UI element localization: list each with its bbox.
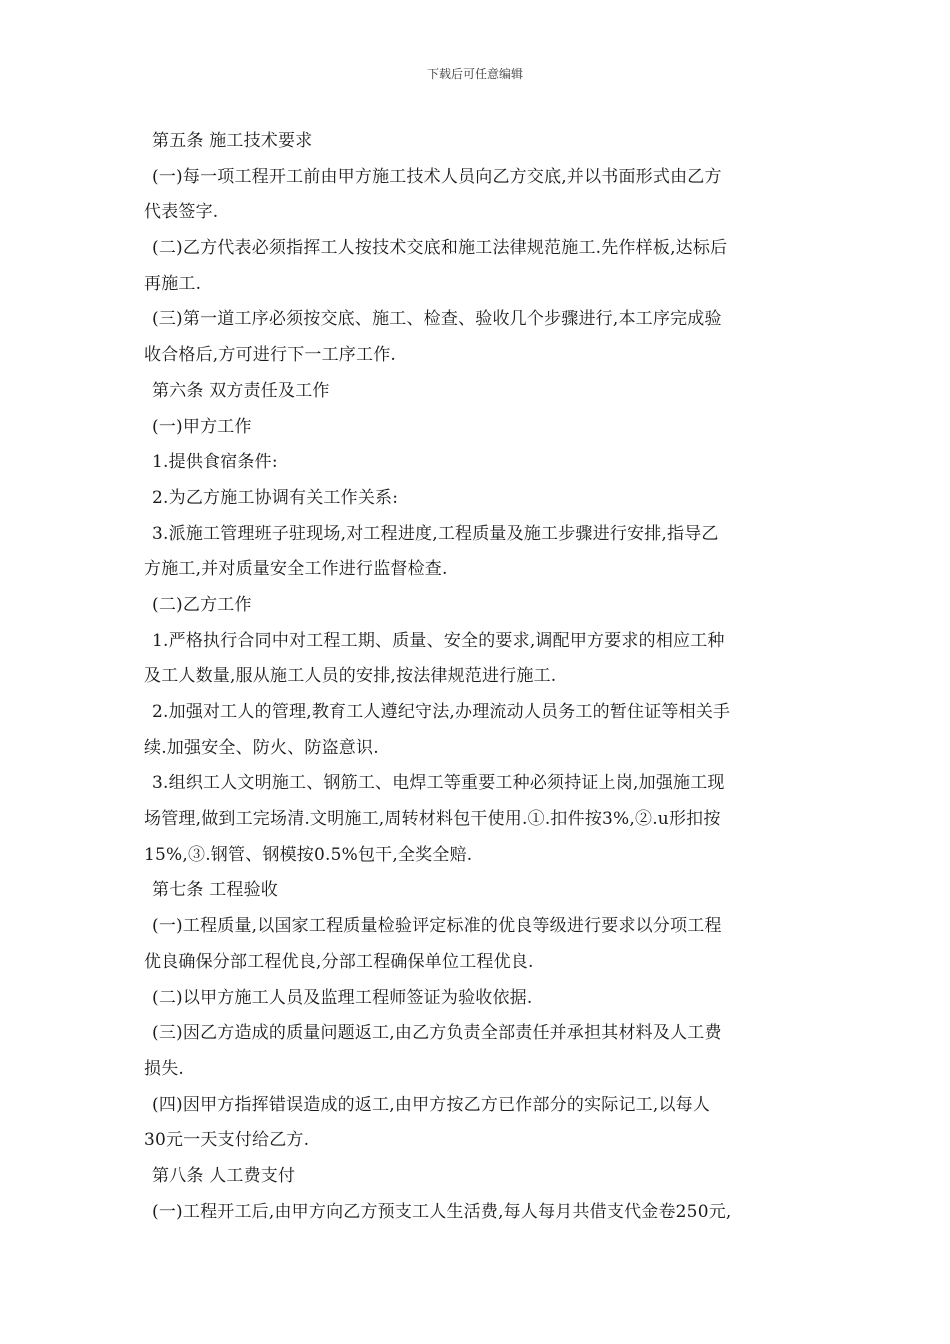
- text-line: (二)乙方工作: [152, 594, 252, 615]
- text-line: (三)第一道工序必须按交底、施工、检查、验收几个步骤进行,本工序完成验: [152, 309, 722, 330]
- text-line: 第七条 工程验收: [152, 880, 279, 901]
- text-line: (四)因甲方指挥错误造成的返工,由甲方按乙方已作部分的实际记工,以每人: [152, 1094, 711, 1115]
- text-line: 第八条 人工费支付: [152, 1165, 296, 1186]
- text-line: 2.加强对工人的管理,教育工人遵纪守法,办理流动人员务工的暂住证等相关手: [152, 702, 731, 722]
- page-header: 下载后可任意编辑: [426, 67, 523, 81]
- text-line: 2.为乙方施工协调有关工作关系:: [152, 487, 399, 508]
- text-line: 3.组织工人文明施工、钢筋工、电焊工等重要工种必须持证上岗,加强施工现: [152, 773, 725, 794]
- text-line: 第五条 施工技术要求: [152, 131, 313, 151]
- text-line: 15%,③.钢管、钢模按0.5%包干,全奖全赔.: [144, 844, 473, 865]
- text-line: 及工人数量,服从施工人员的安排,按法律规范进行施工.: [144, 666, 557, 687]
- text-line: 损失.: [144, 1058, 185, 1079]
- text-line: 再施工.: [144, 273, 202, 294]
- document-body: [144, 124, 812, 1230]
- text-line: 方施工,并对质量安全工作进行监督检查.: [144, 559, 448, 580]
- text-line: (一)甲方工作: [152, 416, 252, 437]
- text-line: (一)每一项工程开工前由甲方施工技术人员向乙方交底,并以书面形式由乙方: [152, 166, 722, 187]
- text-line: 优良确保分部工程优良,分部工程确保单位工程优良.: [144, 951, 534, 972]
- text-line: 30元一天支付给乙方.: [144, 1130, 310, 1151]
- text-line: (三)因乙方造成的质量问题返工,由乙方负责全部责任并承担其材料及人工费: [152, 1023, 722, 1044]
- text-line: (二)乙方代表必须指挥工人按技术交底和施工法律规范施工.先作样板,达标后: [152, 238, 728, 259]
- text-line: (一)工程开工后,由甲方向乙方预支工人生活费,每人每月共借支代金卷250元,: [152, 1201, 732, 1222]
- text-line: 3.派施工管理班子驻现场,对工程进度,工程质量及施工步骤进行安排,指导乙: [152, 523, 719, 544]
- text-line: 1.提供食宿条件:: [152, 452, 278, 473]
- text-line: 收合格后,方可进行下一工序工作.: [144, 345, 397, 366]
- text-line: (一)工程质量,以国家工程质量检验评定标准的优良等级进行要求以分项工程: [152, 916, 722, 937]
- text-line: 续.加强安全、防火、防盗意识.: [144, 737, 379, 758]
- text-line: 场管理,做到工完场清.文明施工,周转材料包干使用.①.扣件按3%,②.u形扣按: [144, 809, 721, 830]
- text-line: 第六条 双方责任及工作: [152, 380, 330, 401]
- text-line: 1.严格执行合同中对工程工期、质量、安全的要求,调配甲方要求的相应工种: [152, 630, 725, 651]
- text-line: (二)以甲方施工人员及监理工程师签证为验收依据.: [152, 987, 533, 1008]
- text-line: 代表签字.: [144, 202, 219, 223]
